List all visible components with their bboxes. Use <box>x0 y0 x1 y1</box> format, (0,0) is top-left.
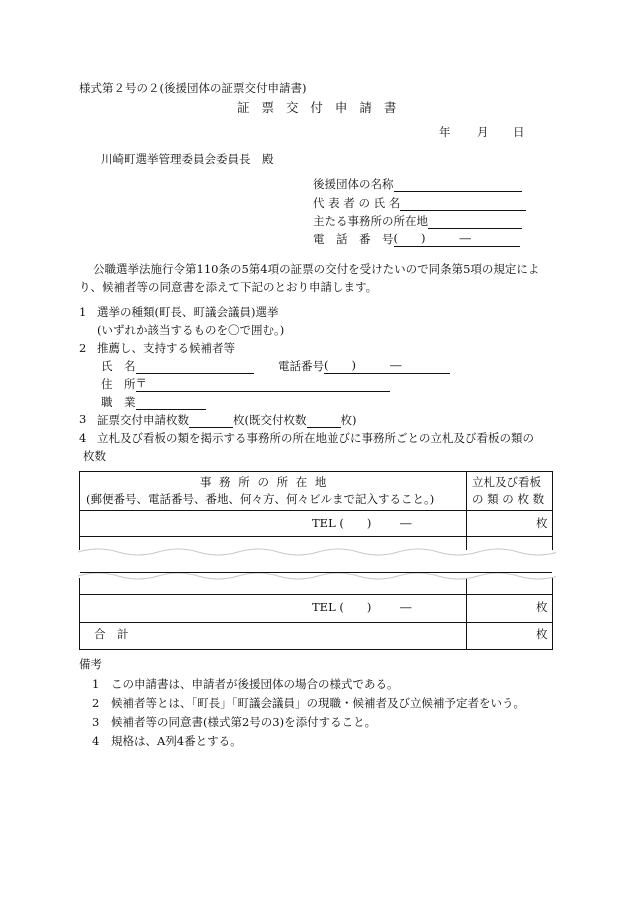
candidate-occupation-label: 職 業 <box>101 395 136 409</box>
table-total-divider <box>80 622 552 623</box>
table-total-label: 合 計 <box>94 627 129 641</box>
item-2-num: 2 <box>79 341 87 355</box>
table-col1-subheader: (郵便番号、電話番号、番地、何々方、何々ビルまで記入すること。) <box>86 492 435 506</box>
table-header-divider <box>80 510 552 511</box>
issued-count-field[interactable] <box>307 413 341 428</box>
candidate-name-label: 氏 名 <box>101 359 136 373</box>
item-1-text: 選挙の種類(町長、町議会議員)選挙 <box>97 305 279 319</box>
date-year: 年 <box>439 125 451 139</box>
candidate-phone-field[interactable] <box>324 359 450 374</box>
table-col2-header-line-2: の 類 の 枚 数 <box>472 492 545 506</box>
remark-1-text: この申請書は、申請者が後援団体の場合の様式である。 <box>111 677 399 691</box>
org-phone-label: 電 話 番 号 <box>313 232 394 246</box>
org-phone-dash: ― <box>459 231 471 245</box>
candidate-name-field[interactable] <box>136 359 254 374</box>
office-field[interactable] <box>428 214 522 229</box>
org-name-row <box>313 177 522 192</box>
remark-2-text: 候補者等とは、「町長」「町議会議員」の現職・候補者及び立候補予定者をいう。 <box>111 696 525 710</box>
table-row-1-tel: TEL ( ) <box>312 516 372 530</box>
rep-name-row <box>313 196 526 211</box>
candidate-phone-label: 電話番号 <box>278 359 324 373</box>
candidate-phone-row <box>278 359 450 374</box>
remark-3-num: 3 <box>92 715 100 729</box>
remark-2-num: 2 <box>92 696 100 710</box>
table-total-unit: 枚 <box>536 627 548 641</box>
item-1-note: (いずれか該当するものを〇で囲む。) <box>97 323 285 337</box>
org-name-field[interactable] <box>394 177 522 192</box>
item-4-num: 4 <box>79 431 87 445</box>
rep-name-field[interactable] <box>400 196 526 211</box>
omitted-rows-break <box>78 536 556 592</box>
item-2-text: 推薦し、支持する候補者等 <box>97 341 235 355</box>
table-row-n-top-divider <box>80 572 552 573</box>
item-4-text-line-1: 立札及び看板の類を掲示する事務所の所在地並びに事務所ごとの立札及び看板の類の <box>97 431 534 445</box>
remark-1-num: 1 <box>92 677 100 691</box>
item-3-row <box>97 413 357 428</box>
item-3-num: 3 <box>79 412 87 426</box>
remark-4-text: 規格は、A列4番とする。 <box>111 734 242 748</box>
table-row-1-unit: 枚 <box>536 516 548 530</box>
org-phone-row <box>313 232 520 247</box>
form-number: 様式第２号の２(後援団体の証票交付申請書) <box>79 81 307 95</box>
candidate-address-label: 住 所 <box>101 377 136 391</box>
intro-line-1: 公職選挙法施行令第110条の5第4項の証票の交付を受けたいので同条第5項の規定によ <box>93 262 540 276</box>
table-col1-header: 事 務 所 の 所 在 地 <box>200 475 329 489</box>
table-row-1-dash: ― <box>400 516 412 530</box>
remarks-title: 備考 <box>79 657 102 671</box>
date-month: 月 <box>477 125 489 139</box>
remark-4-num: 4 <box>92 734 100 748</box>
candidate-name-row <box>101 359 254 374</box>
addressee: 川崎町選挙管理委員会委員長 殿 <box>101 152 274 166</box>
form-title: 証 票 交 付 申 請 書 <box>237 100 401 115</box>
table-col2-header-line-1: 立札及び看板 <box>472 475 541 489</box>
candidate-phone-paren: ( ) <box>324 358 356 372</box>
office-label: 主たる事務所の所在地 <box>313 214 428 228</box>
office-signboard-table <box>79 471 553 650</box>
candidate-occupation-field[interactable] <box>136 395 206 410</box>
item-3-text-c: 枚) <box>340 413 357 427</box>
table-row-n-divider <box>80 594 552 595</box>
item-4-text-line-2: 枚数 <box>83 449 106 463</box>
date-day: 日 <box>513 125 525 139</box>
postal-mark: 〒 <box>135 376 147 390</box>
item-3-text-b: 枚(既交付枚数 <box>233 413 307 427</box>
org-phone-field[interactable] <box>394 232 520 247</box>
table-row-n-tel: TEL ( ) <box>312 600 372 614</box>
org-name-label: 後援団体の名称 <box>313 177 394 191</box>
candidate-occupation-row <box>101 395 206 410</box>
table-row-n-unit: 枚 <box>536 600 548 614</box>
org-phone-paren: ( ) <box>393 231 426 245</box>
item-3-text-a: 証票交付申請枚数 <box>97 413 189 427</box>
item-1-num: 1 <box>79 305 87 319</box>
remark-3-text: 候補者等の同意書(様式第2号の3)を添付すること。 <box>111 715 377 729</box>
candidate-phone-dash: ― <box>390 358 402 372</box>
candidate-address-row <box>101 377 390 392</box>
candidate-address-field[interactable] <box>136 377 390 392</box>
intro-line-2: り、候補者等の同意書を添えて下記のとおり申請します。 <box>79 280 378 294</box>
table-row-n-dash: ― <box>400 600 412 614</box>
rep-name-label: 代 表 者 の 氏 名 <box>313 196 401 210</box>
requested-count-field[interactable] <box>189 413 233 428</box>
office-row <box>313 214 522 229</box>
